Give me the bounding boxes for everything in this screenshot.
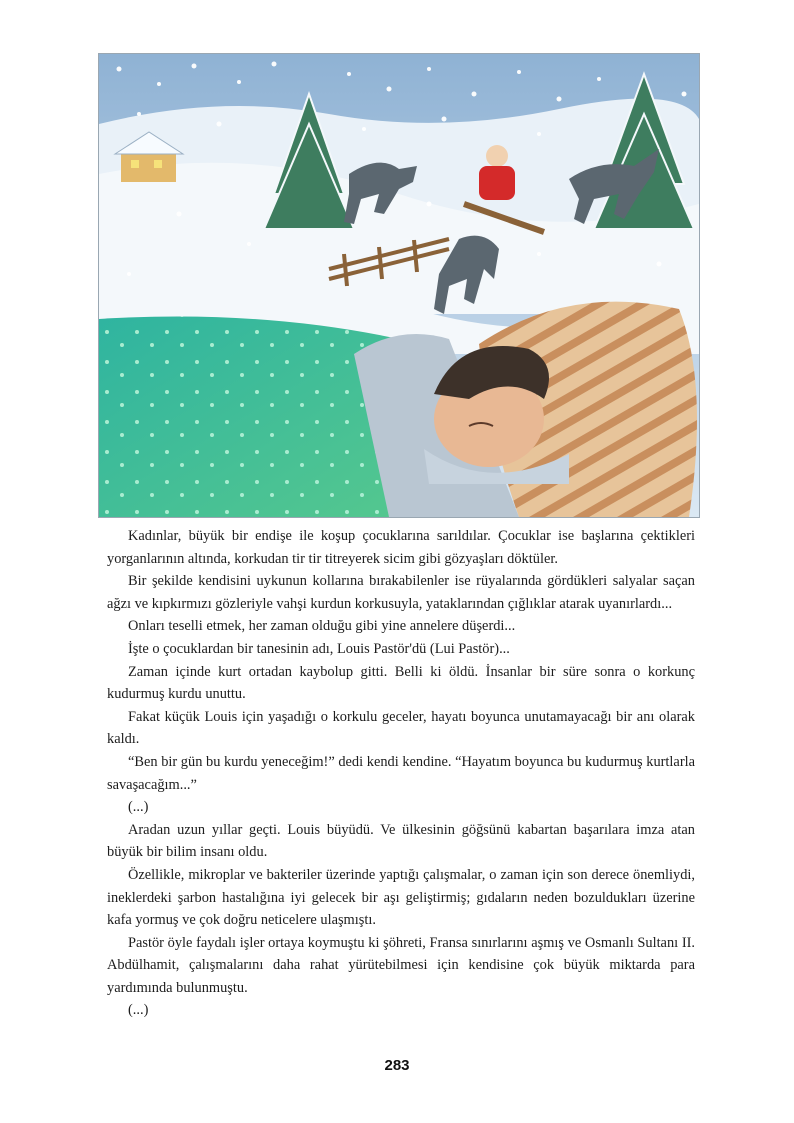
paragraph: Kadınlar, büyük bir endişe ile koşup çocuklarına sarıldılar. Çocuklar ise başlarına çektikleri yorganlarının altında, korkudan tir tir titreyerek sicim gibi gözyaşları döktüler. xyxy=(107,528,695,567)
page-number: 283 xyxy=(384,1057,410,1074)
paragraph: Fakat küçük Louis için yaşadığı o korkulu geceler, hayatı boyunca unutamayacağı bir anı olarak kaldı. xyxy=(107,708,695,748)
snowy-winter-night-wolves-sleeping-boy-illustration xyxy=(99,54,699,517)
paragraph: “Ben bir gün bu kurdu yeneceğim!” dedi kendi kendine. “Hayatım boyunca bu kudurmuş kurtlarla savaşacağım...” xyxy=(107,753,695,793)
paragraph: İşte o çocuklardan bir tanesinin adı, Louis Pastör'dü (Lui Pastör)... xyxy=(128,640,510,657)
paragraph: Özellikle, mikroplar ve bakteriler üzerinde yaptığı çalışmalar, o zaman için son derece önemliydi, ineklerdeki şarbon hastalığına iyi gelecek bir aşı geliştirmiş; gıdaların neden bozuldukları üzerine kafa yormuş ve çok doğru neticelere ulaşmıştı. xyxy=(107,866,695,929)
paragraph: (...) xyxy=(128,799,149,816)
story-illustration xyxy=(98,53,700,518)
paragraph: Aradan uzun yıllar geçti. Louis büyüdü. Ve ülkesinin göğsünü kabartan başarılara imza atan büyük bir bilim insanı oldu. xyxy=(107,821,695,861)
paragraph: Pastör öyle faydalı işler ortaya koymuştu ki şöhreti, Fransa sınırlarını aşmış ve Osmanlı Sultanı II. Abdülhamit, çalışmalarını daha rahat yürütebilmesi için kendisine çok büyük miktarda para yardımında bulunmuştu. xyxy=(107,934,695,996)
paragraph: Bir şekilde kendisini uykunun kollarına bırakabilenler ise rüyalarında gördükleri salyalar saçan ağzı ve kıpkırmızı gözleriyle vahşi kurdun korkusuyla, yataklarından çığlıklar atarak uyanırlardı... xyxy=(107,573,695,612)
paragraph: (...) xyxy=(128,1002,149,1019)
paragraph: Zaman içinde kurt ortadan kaybolup gitti. Belli ki öldü. İnsanlar bir süre sonra o korkunç kudurmuş kurdu unuttu. xyxy=(107,663,695,703)
paragraph: Onları teselli etmek, her zaman olduğu gibi yine annelere düşerdi... xyxy=(128,618,516,635)
story-text xyxy=(107,525,695,1022)
